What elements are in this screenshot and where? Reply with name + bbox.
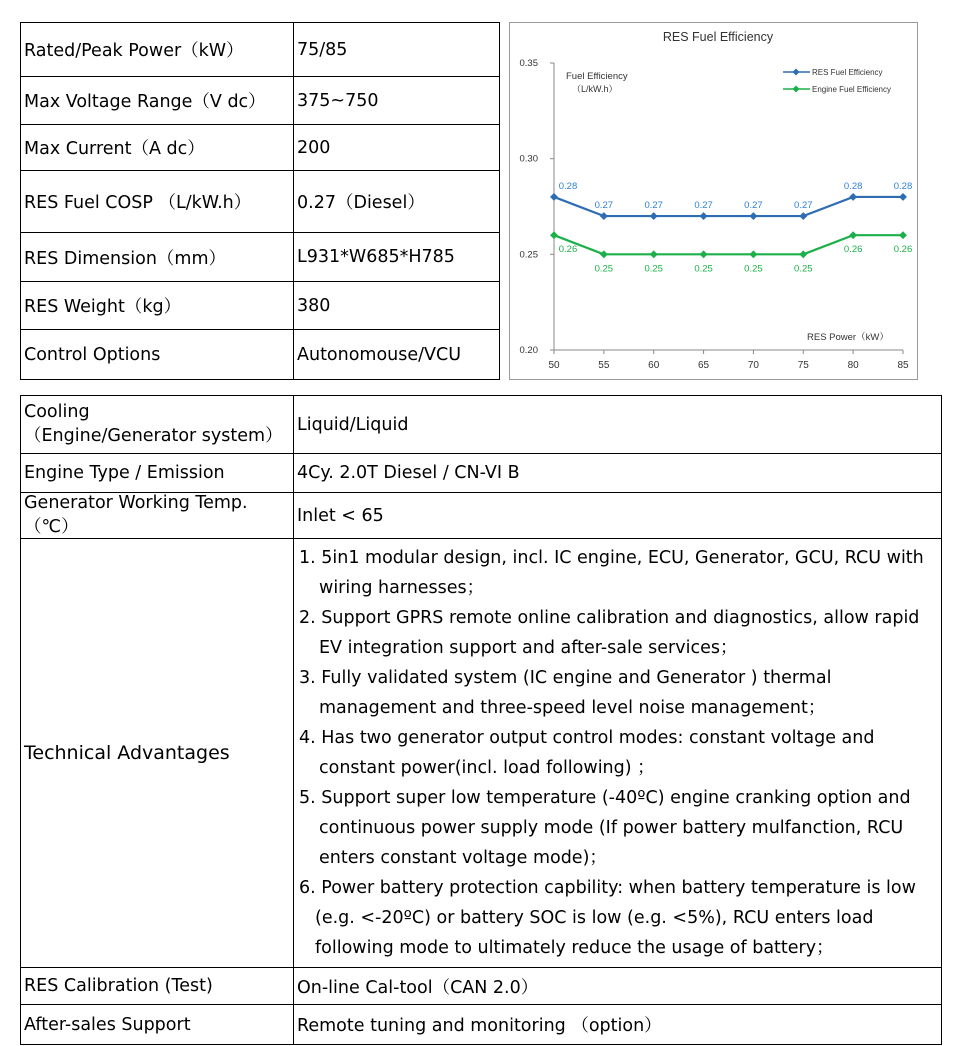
legend-res-label: RES Fuel Efficiency bbox=[812, 68, 883, 77]
spec-label: Generator Working Temp.（℃） bbox=[21, 493, 294, 539]
x-tick-label: 60 bbox=[648, 360, 660, 371]
x-tick-label: 70 bbox=[747, 360, 759, 371]
x-tick-label: 65 bbox=[698, 360, 710, 371]
data-point bbox=[700, 212, 708, 220]
data-point bbox=[849, 193, 857, 201]
legend-res-marker bbox=[792, 68, 799, 75]
data-point bbox=[700, 250, 708, 258]
cooling-label-line2: （Engine/Generator system） bbox=[24, 426, 283, 446]
x-tick-label: 85 bbox=[897, 360, 909, 371]
spec-value: 0.27（Diesel） bbox=[294, 171, 500, 233]
spec-value: Liquid/Liquid bbox=[294, 396, 942, 454]
spec-row bbox=[21, 125, 500, 171]
list-item: 3. Fully validated system (IC engine and Generator ) thermal management and three-speed level noise management； bbox=[299, 668, 832, 718]
cooling-label-line1: Cooling bbox=[24, 402, 90, 422]
spec-label: Control Options bbox=[21, 330, 294, 380]
data-label: 0.25 bbox=[644, 263, 663, 275]
data-point bbox=[550, 231, 558, 239]
data-label: 0.25 bbox=[594, 263, 614, 275]
spec-value: Remote tuning and monitoring （option） bbox=[294, 1005, 942, 1045]
spec-value: Inlet < 65 bbox=[294, 493, 942, 539]
data-label: 0.26 bbox=[843, 244, 863, 256]
list-item: 1. 5in1 modular design, incl. IC engine, ECU, Generator, GCU, RCU with wiring harnesses； bbox=[299, 548, 924, 598]
data-point bbox=[799, 250, 807, 258]
data-point bbox=[899, 231, 907, 239]
x-tick-label: 55 bbox=[598, 360, 610, 371]
data-label: 0.27 bbox=[744, 200, 763, 212]
spec-value: 375~750 bbox=[294, 77, 500, 125]
data-point bbox=[749, 212, 757, 220]
chart-title: RES Fuel Efficiency bbox=[662, 30, 774, 44]
spec-row bbox=[21, 23, 500, 77]
spec-row bbox=[21, 77, 500, 125]
data-label: 0.25 bbox=[694, 263, 713, 275]
list-item: 6. Power battery protection capbility: when battery temperature is low (e.g. <-20ºC) or battery SOC is low (e.g. <5%), RCU enters load following mode to ultimately reduce the usage of battery； bbox=[299, 878, 916, 958]
y-tick-label: 0.35 bbox=[519, 58, 538, 69]
data-point bbox=[849, 231, 857, 239]
spec-row bbox=[21, 1005, 942, 1045]
data-label: 0.28 bbox=[893, 180, 913, 192]
y-tick-label: 0.25 bbox=[519, 249, 538, 261]
spec-row bbox=[21, 396, 942, 454]
spec-row bbox=[21, 493, 942, 539]
spec-label: RES Dimension（mm） bbox=[21, 233, 294, 282]
chart-canvas bbox=[510, 23, 917, 379]
data-point bbox=[899, 193, 907, 201]
data-point bbox=[550, 193, 558, 201]
list-item: 5. Support super low temperature (-40ºC) engine cranking option and continuous power supply mode (If power battery mulfanction, RCU enters constant voltage mode)； bbox=[299, 788, 911, 868]
spec-value: L931*W685*H785 bbox=[294, 233, 500, 282]
y-tick-label: 0.20 bbox=[519, 345, 538, 356]
spec-table-top bbox=[20, 22, 500, 380]
list-item: 4. Has two generator output control modes: constant voltage and constant power(incl. load following) ； bbox=[299, 728, 875, 778]
spec-label: After-sales Support bbox=[21, 1005, 294, 1045]
data-label: 0.27 bbox=[794, 200, 813, 212]
spec-label bbox=[21, 396, 294, 454]
data-label: 0.27 bbox=[644, 200, 663, 212]
spec-label: RES Weight（kg） bbox=[21, 282, 294, 330]
spec-row bbox=[21, 233, 500, 282]
spec-label: Rated/Peak Power（kW） bbox=[21, 23, 294, 77]
data-label: 0.25 bbox=[794, 263, 813, 275]
spec-value: 75/85 bbox=[294, 23, 500, 77]
data-point bbox=[650, 212, 658, 220]
data-point bbox=[799, 212, 807, 220]
spec-label: Max Voltage Range（V dc） bbox=[21, 77, 294, 125]
data-label: 0.25 bbox=[744, 263, 763, 275]
spec-table-bottom bbox=[20, 395, 942, 1045]
list-item: 2. Support GPRS remote online calibration and diagnostics, allow rapid EV integration support and after-sale services； bbox=[299, 608, 920, 658]
legend-engine-label: Engine Fuel Efficiency bbox=[812, 85, 892, 94]
data-point bbox=[749, 250, 757, 258]
legend-engine-marker bbox=[792, 85, 799, 92]
spec-row bbox=[21, 454, 942, 493]
y-axis-unit-label: （L/kW.h） bbox=[572, 84, 618, 94]
spec-value: 200 bbox=[294, 125, 500, 171]
data-label: 0.28 bbox=[558, 180, 578, 192]
spec-label: RES Calibration (Test) bbox=[21, 968, 294, 1005]
y-tick-label: 0.30 bbox=[519, 153, 538, 165]
x-tick-label: 80 bbox=[847, 360, 859, 371]
advantages-cell bbox=[294, 539, 942, 968]
data-point bbox=[600, 212, 608, 220]
advantages-list bbox=[297, 539, 938, 967]
x-tick-label: 50 bbox=[548, 360, 560, 371]
spec-value: 380 bbox=[294, 282, 500, 330]
data-label: 0.28 bbox=[843, 180, 863, 192]
y-axis-label: Fuel Efficiency bbox=[566, 71, 628, 82]
fuel-efficiency-chart bbox=[509, 22, 918, 380]
chart-legend bbox=[783, 68, 891, 94]
spec-row bbox=[21, 539, 942, 968]
spec-label: Technical Advantages bbox=[21, 539, 294, 968]
spec-label: RES Fuel COSP （L/kW.h） bbox=[21, 171, 294, 233]
spec-row bbox=[21, 282, 500, 330]
spec-label: Engine Type / Emission bbox=[21, 454, 294, 493]
data-label: 0.27 bbox=[694, 200, 713, 212]
spec-value: 4Cy. 2.0T Diesel / CN-VI B bbox=[294, 454, 942, 493]
spec-row bbox=[21, 330, 500, 380]
spec-row bbox=[21, 171, 500, 233]
spec-value: On-line Cal-tool（CAN 2.0） bbox=[294, 968, 942, 1005]
data-point bbox=[600, 250, 608, 258]
spec-label: Max Current（A dc） bbox=[21, 125, 294, 171]
spec-row bbox=[21, 968, 942, 1005]
data-label: 0.27 bbox=[594, 200, 614, 212]
data-label: 0.26 bbox=[893, 244, 913, 256]
x-axis-label: RES Power（kW） bbox=[807, 332, 889, 343]
x-tick-label: 75 bbox=[797, 360, 809, 371]
data-label: 0.26 bbox=[558, 244, 578, 256]
spec-value: Autonomouse/VCU bbox=[294, 330, 500, 380]
data-point bbox=[650, 250, 658, 258]
